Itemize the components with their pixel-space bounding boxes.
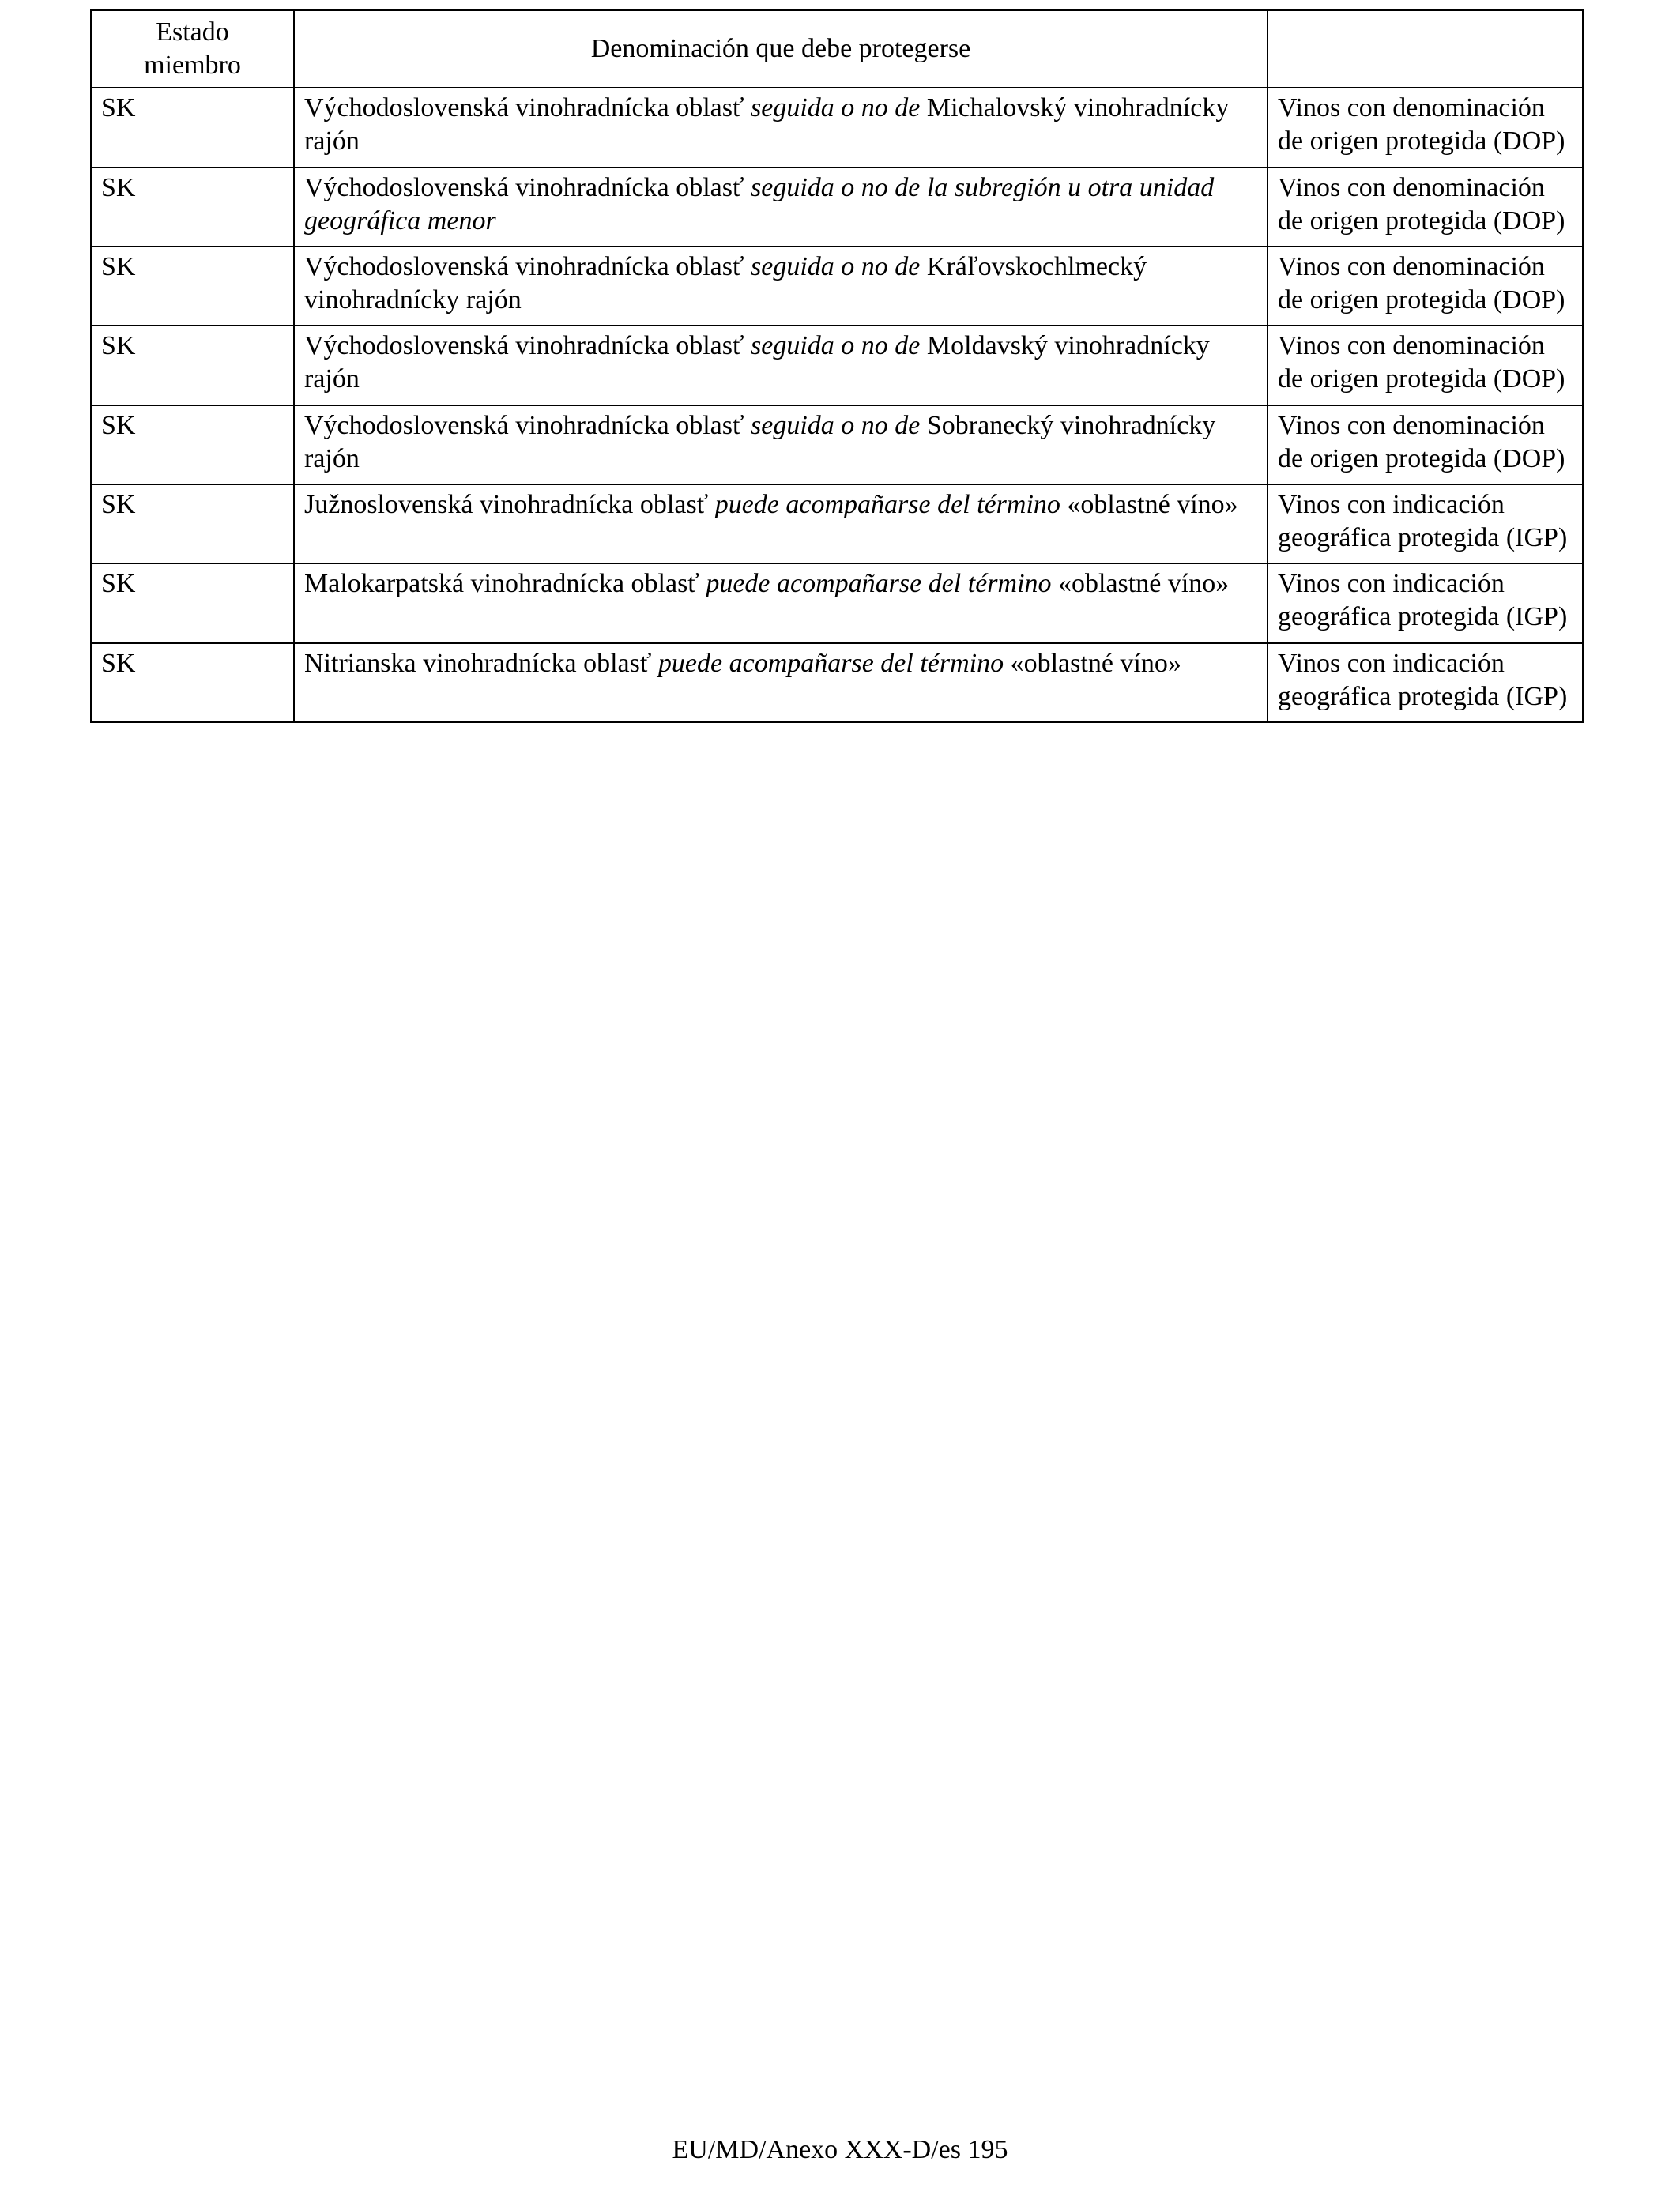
estado-miembro-cell: SK [91, 405, 294, 484]
table-row [91, 326, 1583, 405]
denominacion-cell [294, 168, 1268, 247]
tipo-vino-cell: Vinos con denominación de origen protegida (DOP) [1268, 88, 1583, 167]
page-footer [0, 2133, 1680, 2167]
denominacion-italic-segment: seguida o no de [751, 331, 921, 361]
denominacion-cell [294, 563, 1268, 642]
denominacion-italic-segment: puede acompañarse del término [706, 569, 1052, 599]
estado-miembro-cell: SK [91, 643, 294, 722]
denominacion-italic-segment: seguida o no de [751, 410, 921, 440]
denominacion-text-segment: Nitrianska vinohradnícka oblasť [304, 648, 658, 678]
denominacion-italic-segment: puede acompañarse del término [714, 489, 1060, 519]
denominacion-text-segment: Kráľovskochlmecký vinohradnícky rajón [304, 251, 1147, 315]
tipo-vino-cell: Vinos con indicación geográfica protegida (IGP) [1268, 563, 1583, 642]
table-row [91, 405, 1583, 484]
header-estado-miembro [91, 10, 294, 88]
estado-miembro-cell: SK [91, 484, 294, 563]
table-header [91, 10, 1583, 88]
denominacion-text-segment: Východoslovenská vinohradnícka oblasť [304, 172, 751, 202]
table-row [91, 88, 1583, 167]
header-row [91, 10, 1583, 88]
denominacion-italic-segment: puede acompañarse del término [657, 648, 1004, 678]
document-page [0, 9, 1680, 2203]
denominacion-text-segment: Južnoslovenská vinohradnícka oblasť [304, 489, 715, 519]
denominacion-text-segment: «oblastné víno» [1060, 489, 1238, 519]
estado-miembro-cell: SK [91, 326, 294, 405]
tipo-vino-cell: Vinos con denominación de origen protegida (DOP) [1268, 168, 1583, 247]
denominacion-text-segment: Východoslovenská vinohradnícka oblasť [304, 410, 751, 440]
denominacion-text-segment: Východoslovenská vinohradnícka oblasť [304, 251, 751, 281]
tipo-vino-cell: Vinos con denominación de origen protegida (DOP) [1268, 405, 1583, 484]
wine-regions-table [90, 9, 1584, 723]
estado-miembro-cell: SK [91, 247, 294, 326]
header-denominacion [294, 10, 1268, 88]
page-number-label: EU/MD/Anexo XXX-D/es 195 [672, 2134, 1008, 2164]
denominacion-cell [294, 643, 1268, 722]
denominacion-text-segment: Sobranecký vinohradnícky rajón [304, 410, 1216, 473]
denominacion-cell [294, 405, 1268, 484]
table-row [91, 168, 1583, 247]
tipo-vino-cell: Vinos con indicación geográfica protegida (IGP) [1268, 643, 1583, 722]
estado-miembro-cell: SK [91, 563, 294, 642]
estado-miembro-cell: SK [91, 88, 294, 167]
tipo-vino-cell: Vinos con denominación de origen protegida (DOP) [1268, 247, 1583, 326]
tipo-vino-cell: Vinos con denominación de origen protegida (DOP) [1268, 326, 1583, 405]
estado-miembro-cell: SK [91, 168, 294, 247]
denominacion-cell [294, 484, 1268, 563]
denominacion-cell [294, 88, 1268, 167]
denominacion-text-segment: «oblastné víno» [1004, 648, 1181, 678]
wine-table-body [91, 88, 1583, 722]
denominacion-text-segment: «oblastné víno» [1051, 569, 1230, 599]
denominacion-text-segment: Malokarpatská vinohradnícka oblasť [304, 569, 706, 599]
denominacion-italic-segment: seguida o no de [751, 251, 921, 281]
table-row [91, 247, 1583, 326]
denominacion-italic-segment: seguida o no de [751, 93, 921, 123]
header-estado-miembro-label: Estado miembro [144, 17, 241, 81]
denominacion-text-segment: Východoslovenská vinohradnícka oblasť [304, 93, 751, 123]
denominacion-italic-segment: seguida o no de la subregión u otra unidad geográfica menor [304, 172, 1215, 235]
table-row [91, 563, 1583, 642]
denominacion-text-segment: Michalovský vinohradnícky rajón [304, 93, 1230, 156]
tipo-vino-cell: Vinos con indicación geográfica protegida (IGP) [1268, 484, 1583, 563]
table-row [91, 643, 1583, 722]
header-denominacion-label: Denominación que debe protegerse [590, 34, 971, 64]
denominacion-cell [294, 247, 1268, 326]
table-row [91, 484, 1583, 563]
header-empty [1268, 10, 1583, 88]
denominacion-text-segment: Moldavský vinohradnícky rajón [304, 331, 1210, 394]
denominacion-text-segment: Východoslovenská vinohradnícka oblasť [304, 331, 751, 361]
denominacion-cell [294, 326, 1268, 405]
